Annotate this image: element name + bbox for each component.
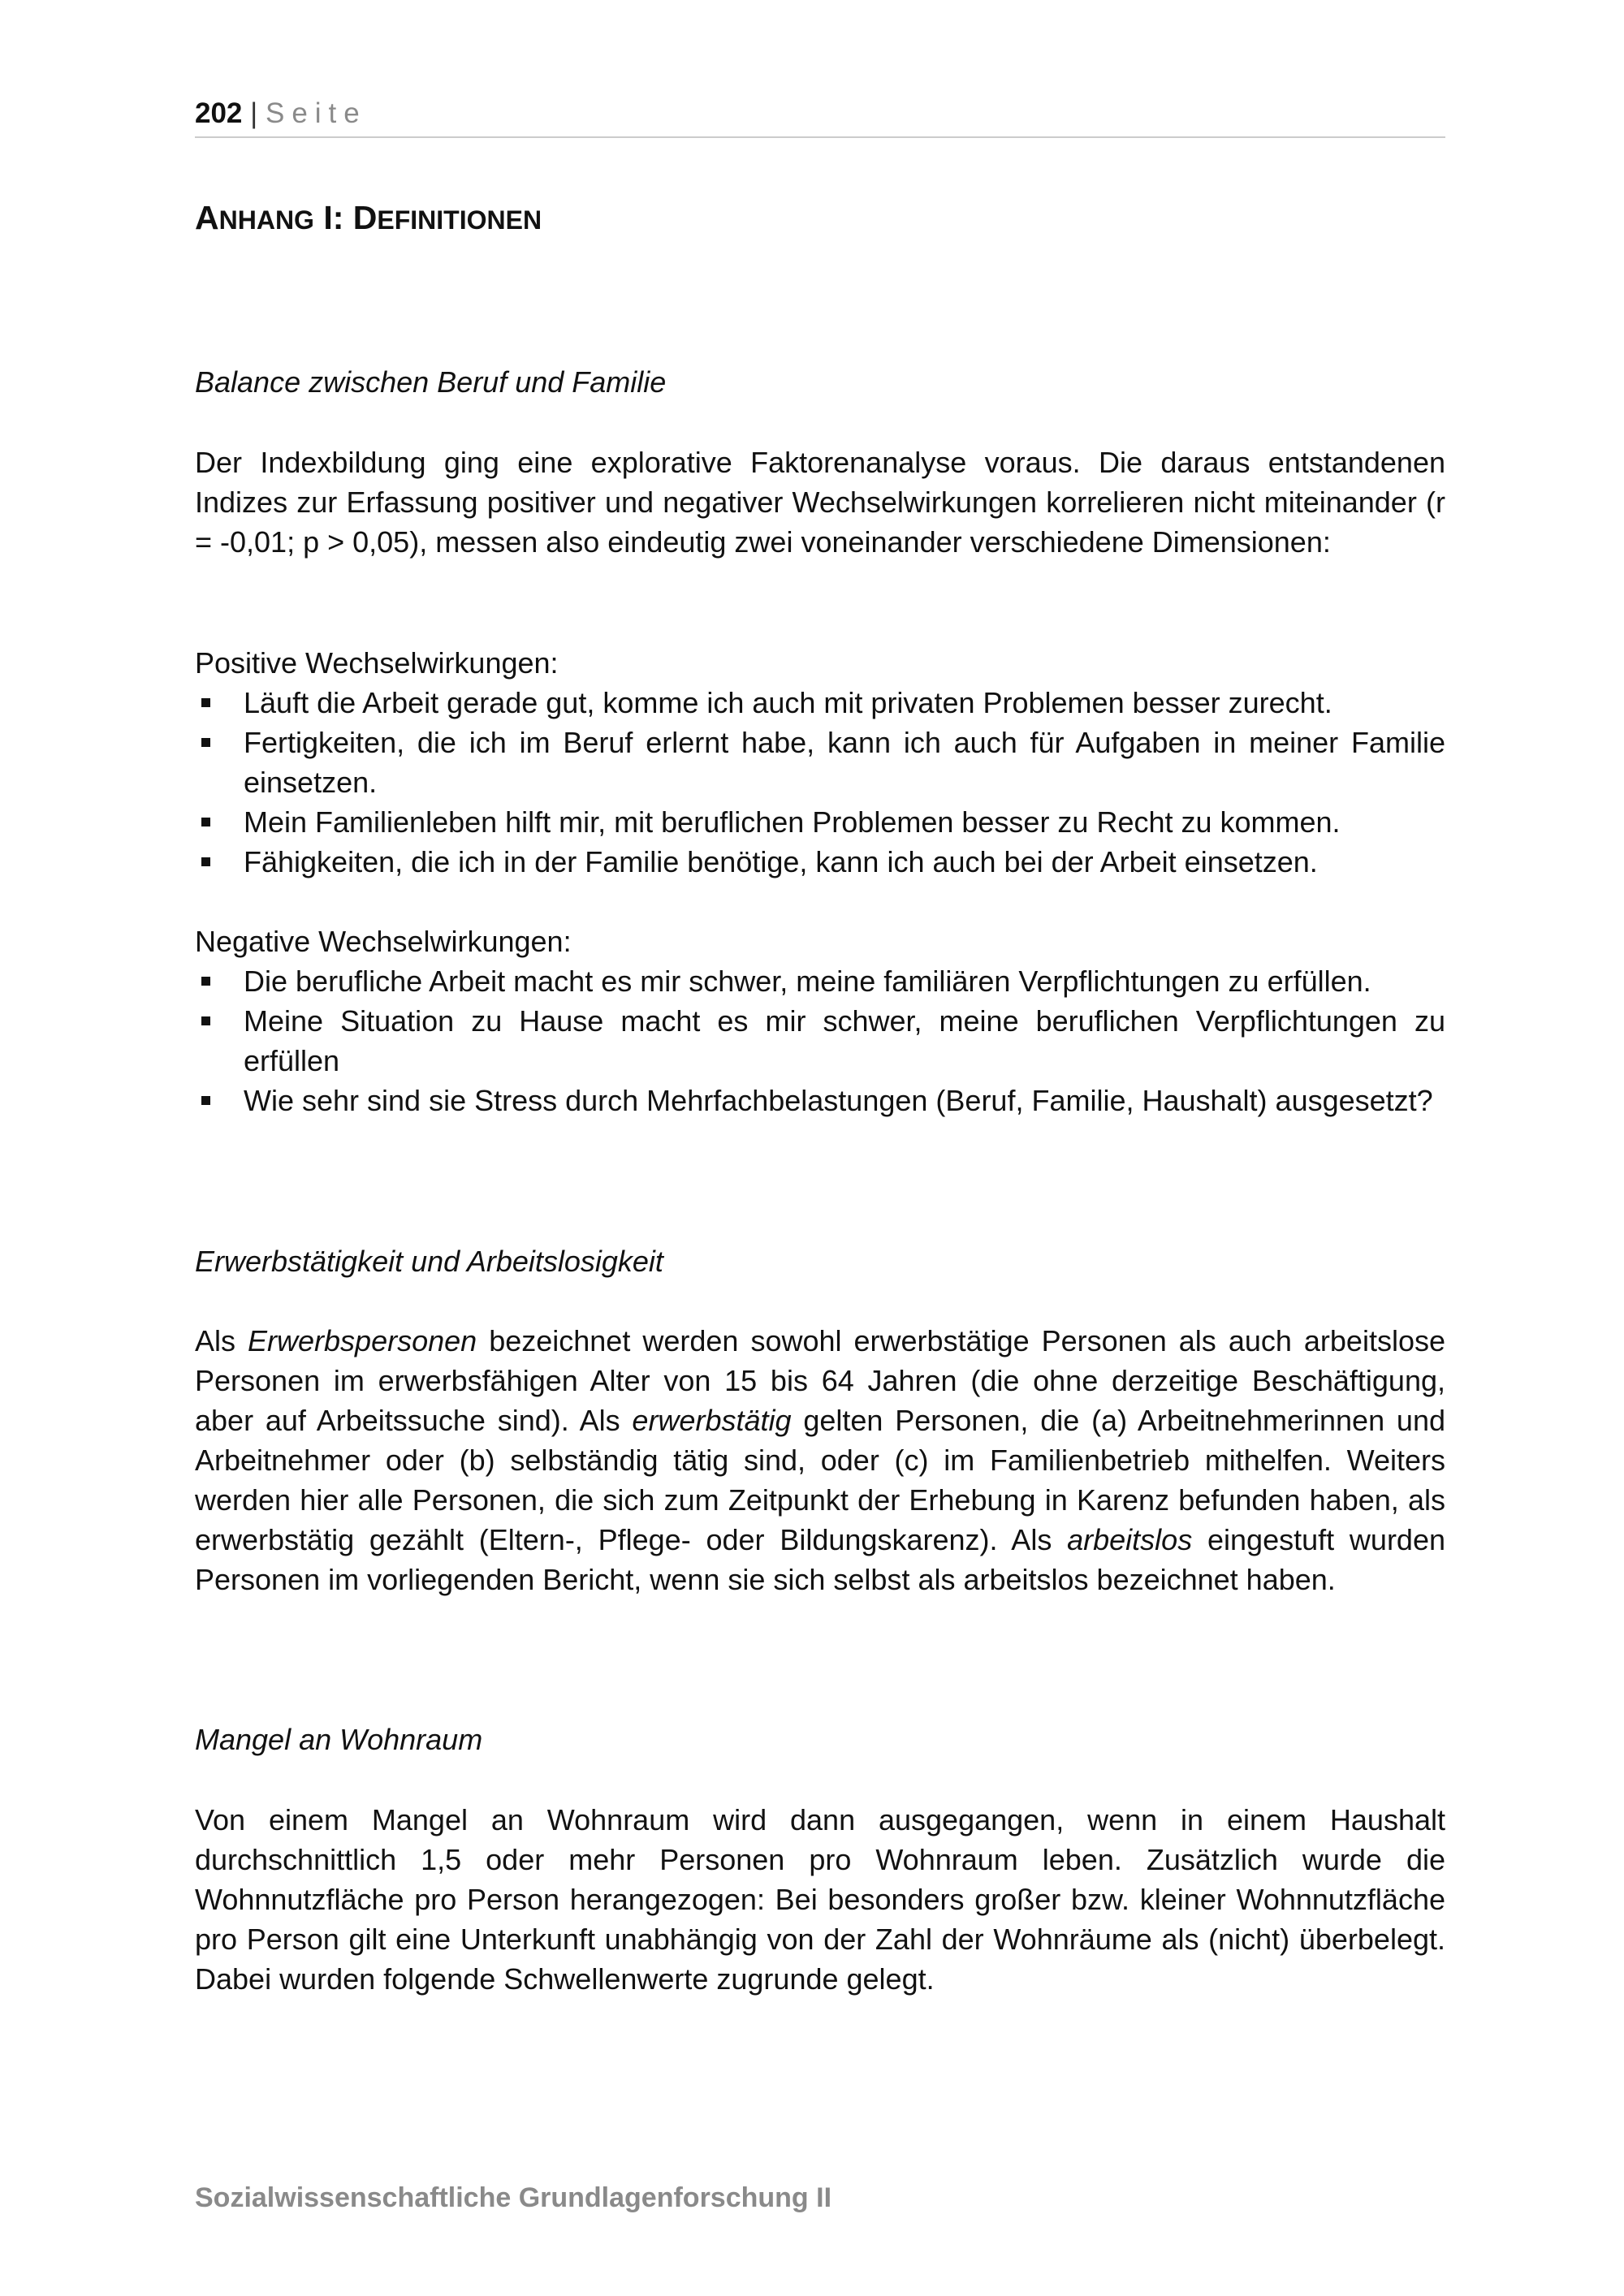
text-run: Als <box>195 1324 248 1357</box>
title-rest-2: EFINITIONEN <box>377 205 542 235</box>
list-label-negative: Negative Wechselwirkungen: <box>195 925 572 958</box>
bullet-icon <box>201 818 210 826</box>
title-rest-1: NHANG <box>218 205 314 235</box>
list-negative <box>195 961 1445 1120</box>
title-initial-1: A <box>195 199 219 236</box>
list-item <box>195 961 1445 1001</box>
paragraph-balance: Der Indexbildung ging eine explorative Faktorenanalyse voraus. Die daraus entstandenen Indizes zur Erfassung positiver und negativer Wechselwirkungen korrelieren nicht miteinander (r = -0,01; p > 0,05), messen also eindeutig zwei voneinander verschiedene Dimensionen: <box>195 446 1445 559</box>
page-number: 202 <box>195 97 243 129</box>
text-run: eingestuft wurden Personen im vorliegenden Bericht, wenn sie sich selbst als arbeitslos bezeichnet haben. <box>195 1523 1446 1596</box>
list-item <box>195 802 1445 842</box>
list-item-text: Meine Situation zu Hause macht es mir schwer, meine beruflichen Verpflichtungen zu erfüllen <box>244 1004 1445 1077</box>
bullet-icon <box>201 738 210 747</box>
bullet-icon <box>201 977 210 986</box>
list-item <box>195 1081 1445 1120</box>
list-positive <box>195 683 1445 882</box>
list-item-text: Wie sehr sind sie Stress durch Mehrfachbelastungen (Beruf, Familie, Haushalt) ausgesetzt? <box>244 1084 1433 1117</box>
term-erwerbstaetig: erwerbstätig <box>632 1404 792 1437</box>
section-heading-employment: Erwerbstätigkeit und Arbeitslosigkeit <box>195 1245 663 1278</box>
page-title <box>195 197 542 240</box>
bullet-icon <box>201 698 210 707</box>
document-page <box>195 0 1445 2296</box>
list-item-text: Läuft die Arbeit gerade gut, komme ich auch mit privaten Problemen besser zurecht. <box>244 686 1332 719</box>
list-item-text: Fähigkeiten, die ich in der Familie benötige, kann ich auch bei der Arbeit einsetzen. <box>244 845 1318 878</box>
text-run: bezeichnet werden sowohl erwerbstätige Personen als auch arbeitslose Personen im erwerbsfähigen Alter von 15 bis 64 Jahren (die ohne derzeitige Beschäftigung, aber auf Arbeitssuche sind). Als <box>195 1324 1445 1437</box>
list-item <box>195 1001 1445 1081</box>
list-item-text: Die berufliche Arbeit macht es mir schwer, meine familiären Verpflichtungen zu erfüllen. <box>244 965 1371 998</box>
page-label: Seite <box>265 97 367 129</box>
paragraph-housing: Von einem Mangel an Wohnraum wird dann ausgegangen, wenn in einem Haushalt durchschnittlich 1,5 oder mehr Personen pro Wohnraum leben. Zusätzlich wurde die Wohnnutzfläche pro Person herangezogen: Bei besonders großer bzw. kleiner Wohnnutzfläche pro Person gilt eine Unterkunft unabhängig von der Zahl der Wohnräume als (nicht) überbelegt. Dabei wurden folgende Schwellenwerte zugrunde gelegt. <box>195 1803 1445 1996</box>
list-item <box>195 683 1445 723</box>
bullet-icon <box>201 857 210 866</box>
title-initial-2: I: D <box>323 199 378 236</box>
header-separator: | <box>250 97 258 129</box>
bullet-icon <box>201 1096 210 1105</box>
list-item <box>195 723 1445 802</box>
page-footer: Sozialwissenschaftliche Grundlagenforschung II <box>195 2182 832 2213</box>
text-run: gelten Personen, die (a) Arbeitnehmerinnen und Arbeitnehmer oder (b) selbständig tätig sind, oder (c) im Familienbetrieb mithelfen. Weiters werden hier alle Personen, die sich zum Zeitpunkt der Erhebung in Karenz befunden haben, als erwerbstätig gezählt (Eltern-, Pflege- oder Bildungskarenz). Als <box>195 1404 1445 1556</box>
section-heading-housing: Mangel an Wohnraum <box>195 1723 483 1756</box>
page-header <box>195 96 1445 138</box>
list-item <box>195 842 1445 882</box>
section-heading-balance: Balance zwischen Beruf und Familie <box>195 365 667 399</box>
term-erwerbspersonen: Erwerbspersonen <box>248 1324 477 1357</box>
list-item-text: Fertigkeiten, die ich im Beruf erlernt habe, kann ich auch für Aufgaben in meiner Familie einsetzen. <box>244 726 1445 799</box>
term-arbeitslos: arbeitslos <box>1067 1523 1193 1556</box>
list-item-text: Mein Familienleben hilft mir, mit beruflichen Problemen besser zu Recht zu kommen. <box>244 805 1341 839</box>
list-label-positive: Positive Wechselwirkungen: <box>195 646 559 680</box>
bullet-icon <box>201 1016 210 1025</box>
paragraph-employment <box>195 1321 1445 1599</box>
